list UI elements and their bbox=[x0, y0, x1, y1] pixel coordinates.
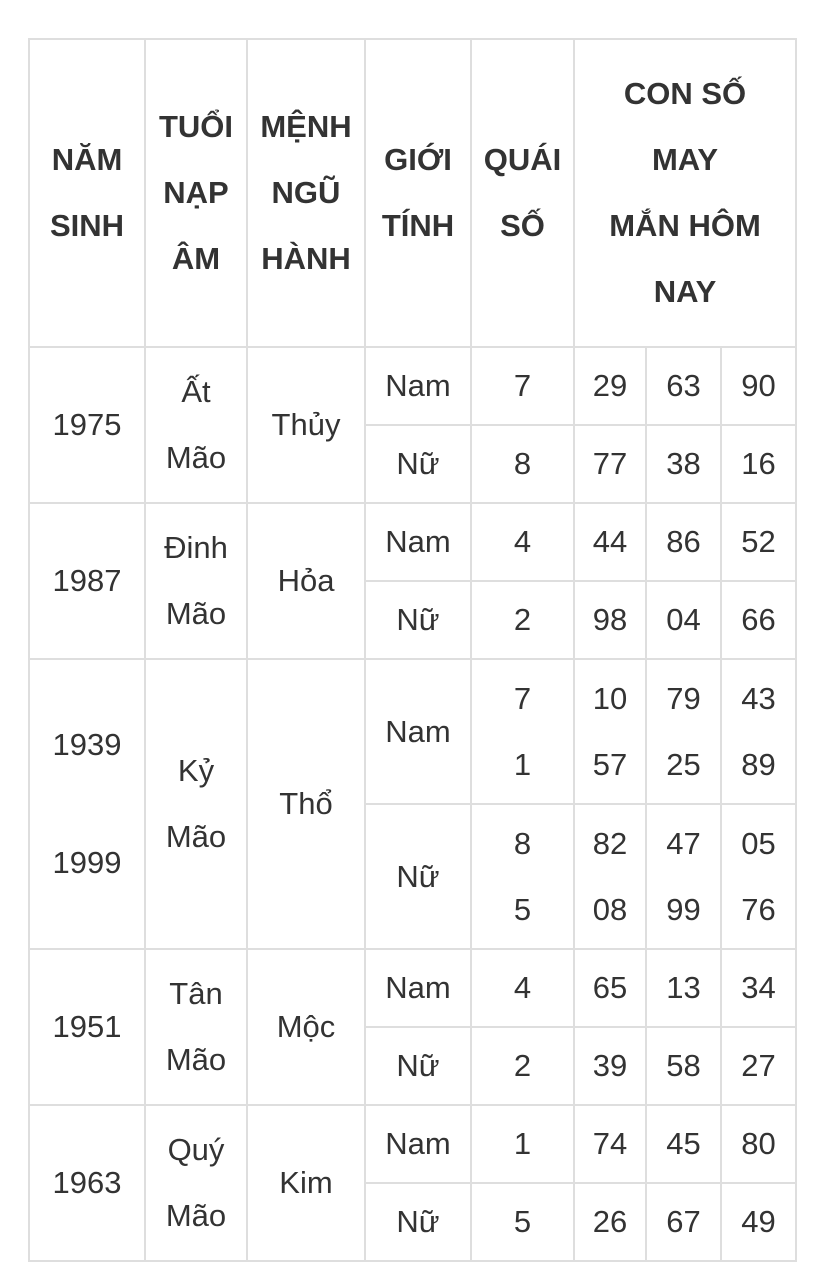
gender-cell: Nữ bbox=[365, 425, 471, 503]
birth-year-cell bbox=[29, 503, 145, 659]
lucky-number-cell bbox=[646, 659, 721, 804]
birth-year-cell bbox=[29, 1105, 145, 1261]
nap-am-line: Ất bbox=[181, 374, 211, 409]
quai-so-value: 7 bbox=[513, 680, 532, 716]
header-line: MỆNH bbox=[260, 109, 352, 144]
lucky-number: 08 bbox=[592, 891, 628, 927]
header-line: TÍNH bbox=[381, 208, 455, 243]
birth-year: 1963 bbox=[52, 1165, 122, 1200]
lucky-number-cell: 13 bbox=[646, 949, 721, 1027]
lucky-number-cell: 52 bbox=[721, 503, 796, 581]
gender-cell: Nữ bbox=[365, 804, 471, 949]
header-line: TUỔI bbox=[158, 109, 234, 144]
birth-year: 1939 bbox=[52, 727, 122, 762]
nap-am-line: Đinh bbox=[164, 530, 228, 565]
header-line: SỐ bbox=[500, 208, 545, 243]
table-row bbox=[29, 503, 796, 581]
lucky-number-cell: 67 bbox=[646, 1183, 721, 1261]
table-row bbox=[29, 949, 796, 1027]
nap-am-cell bbox=[145, 659, 247, 949]
lucky-number-cell: 66 bbox=[721, 581, 796, 659]
nap-am-line: Quý bbox=[167, 1132, 225, 1167]
quai-so-cell: 5 bbox=[471, 1183, 574, 1261]
birth-year-cell bbox=[29, 949, 145, 1105]
quai-so-cell: 4 bbox=[471, 949, 574, 1027]
header-line: HÀNH bbox=[261, 241, 351, 276]
nap-am-line: Mão bbox=[165, 819, 227, 854]
lucky-number-cell: 98 bbox=[574, 581, 646, 659]
nap-am-line: Mão bbox=[165, 1198, 227, 1233]
gender-cell: Nữ bbox=[365, 1027, 471, 1105]
gender-cell: Nam bbox=[365, 1105, 471, 1183]
lucky-number-cell: 29 bbox=[574, 347, 646, 425]
gender-cell: Nam bbox=[365, 659, 471, 804]
header-line: QUÁI bbox=[483, 142, 562, 177]
quai-so-cell bbox=[471, 804, 574, 949]
lucky-number-cell bbox=[721, 659, 796, 804]
lucky-number-cell: 58 bbox=[646, 1027, 721, 1105]
nap-am-line: Tân bbox=[169, 976, 223, 1011]
quai-so-value: 8 bbox=[513, 825, 532, 861]
quai-so-cell: 4 bbox=[471, 503, 574, 581]
lucky-number-cell: 26 bbox=[574, 1183, 646, 1261]
lucky-number: 47 bbox=[666, 825, 701, 861]
lucky-number: 99 bbox=[666, 891, 701, 927]
lucky-number-cell: 90 bbox=[721, 347, 796, 425]
quai-so-cell: 1 bbox=[471, 1105, 574, 1183]
header-quai-so bbox=[471, 39, 574, 347]
nap-am-cell bbox=[145, 1105, 247, 1261]
header-line: NGŨ bbox=[271, 175, 341, 210]
header-line: NAY bbox=[653, 274, 717, 309]
header-line: MAY bbox=[651, 142, 719, 177]
lucky-number-cell: 65 bbox=[574, 949, 646, 1027]
lucky-number-cell: 63 bbox=[646, 347, 721, 425]
lucky-number-cell bbox=[574, 659, 646, 804]
lucky-number-cell: 44 bbox=[574, 503, 646, 581]
nap-am-cell bbox=[145, 503, 247, 659]
quai-so-cell bbox=[471, 659, 574, 804]
birth-year-cell bbox=[29, 659, 145, 949]
quai-so-cell: 2 bbox=[471, 581, 574, 659]
nap-am-line: Kỷ bbox=[177, 753, 215, 788]
lucky-number: 79 bbox=[666, 680, 701, 716]
header-gioi-tinh bbox=[365, 39, 471, 347]
lucky-number-cell: 80 bbox=[721, 1105, 796, 1183]
lucky-number-cell: 45 bbox=[646, 1105, 721, 1183]
lucky-number: 05 bbox=[741, 825, 776, 861]
gender-cell: Nam bbox=[365, 949, 471, 1027]
header-tuoi-nap-am bbox=[145, 39, 247, 347]
header-row bbox=[29, 39, 796, 347]
lucky-number: 57 bbox=[592, 746, 628, 782]
lucky-number-cell bbox=[574, 804, 646, 949]
menh-cell: Thủy bbox=[247, 347, 365, 503]
table-row bbox=[29, 1105, 796, 1183]
header-line: NẠP bbox=[163, 175, 229, 210]
header-line: SINH bbox=[49, 208, 125, 243]
quai-so-value: 1 bbox=[513, 746, 532, 782]
header-line: MẮN HÔM bbox=[609, 208, 761, 243]
nap-am-line: Mão bbox=[165, 596, 227, 631]
header-con-so-may-man bbox=[574, 39, 796, 347]
gender-cell: Nam bbox=[365, 347, 471, 425]
lucky-number-cell: 39 bbox=[574, 1027, 646, 1105]
lucky-number: 76 bbox=[741, 891, 776, 927]
gender-cell: Nam bbox=[365, 503, 471, 581]
lucky-number: 43 bbox=[741, 680, 776, 716]
lucky-number-cell: 04 bbox=[646, 581, 721, 659]
birth-year-cell bbox=[29, 347, 145, 503]
quai-so-cell: 7 bbox=[471, 347, 574, 425]
gender-cell: Nữ bbox=[365, 1183, 471, 1261]
nap-am-cell bbox=[145, 347, 247, 503]
lucky-number: 89 bbox=[741, 746, 776, 782]
lucky-number-cell: 38 bbox=[646, 425, 721, 503]
nap-am-line: Mão bbox=[165, 440, 227, 475]
header-line: GIỚI bbox=[384, 142, 452, 177]
lucky-number-cell: 34 bbox=[721, 949, 796, 1027]
birth-year: 1951 bbox=[52, 1009, 122, 1044]
gender-cell: Nữ bbox=[365, 581, 471, 659]
lucky-number-cell: 74 bbox=[574, 1105, 646, 1183]
lucky-number-cell: 77 bbox=[574, 425, 646, 503]
lucky-number-cell: 16 bbox=[721, 425, 796, 503]
lucky-number-cell: 49 bbox=[721, 1183, 796, 1261]
menh-cell: Kim bbox=[247, 1105, 365, 1261]
lucky-number-table bbox=[28, 38, 797, 1262]
nap-am-line: Mão bbox=[165, 1042, 227, 1077]
quai-so-cell: 8 bbox=[471, 425, 574, 503]
lucky-number: 25 bbox=[666, 746, 701, 782]
birth-year: 1999 bbox=[52, 845, 122, 880]
nap-am-cell bbox=[145, 949, 247, 1105]
birth-year: 1975 bbox=[52, 407, 122, 442]
menh-cell: Hỏa bbox=[247, 503, 365, 659]
header-line: CON SỐ bbox=[623, 76, 747, 111]
table-row bbox=[29, 347, 796, 425]
lucky-number-cell bbox=[721, 804, 796, 949]
lucky-number-cell: 27 bbox=[721, 1027, 796, 1105]
lucky-number: 82 bbox=[592, 825, 628, 861]
quai-so-value: 5 bbox=[513, 891, 532, 927]
lucky-number-cell: 86 bbox=[646, 503, 721, 581]
menh-cell: Thổ bbox=[247, 659, 365, 949]
lucky-number-cell bbox=[646, 804, 721, 949]
birth-year: 1987 bbox=[52, 563, 122, 598]
header-menh-ngu-hanh bbox=[247, 39, 365, 347]
header-line: NĂM bbox=[51, 142, 123, 177]
quai-so-cell: 2 bbox=[471, 1027, 574, 1105]
header-nam-sinh bbox=[29, 39, 145, 347]
header-line: ÂM bbox=[171, 241, 221, 276]
lucky-number: 10 bbox=[592, 680, 628, 716]
menh-cell: Mộc bbox=[247, 949, 365, 1105]
table-row bbox=[29, 659, 796, 804]
